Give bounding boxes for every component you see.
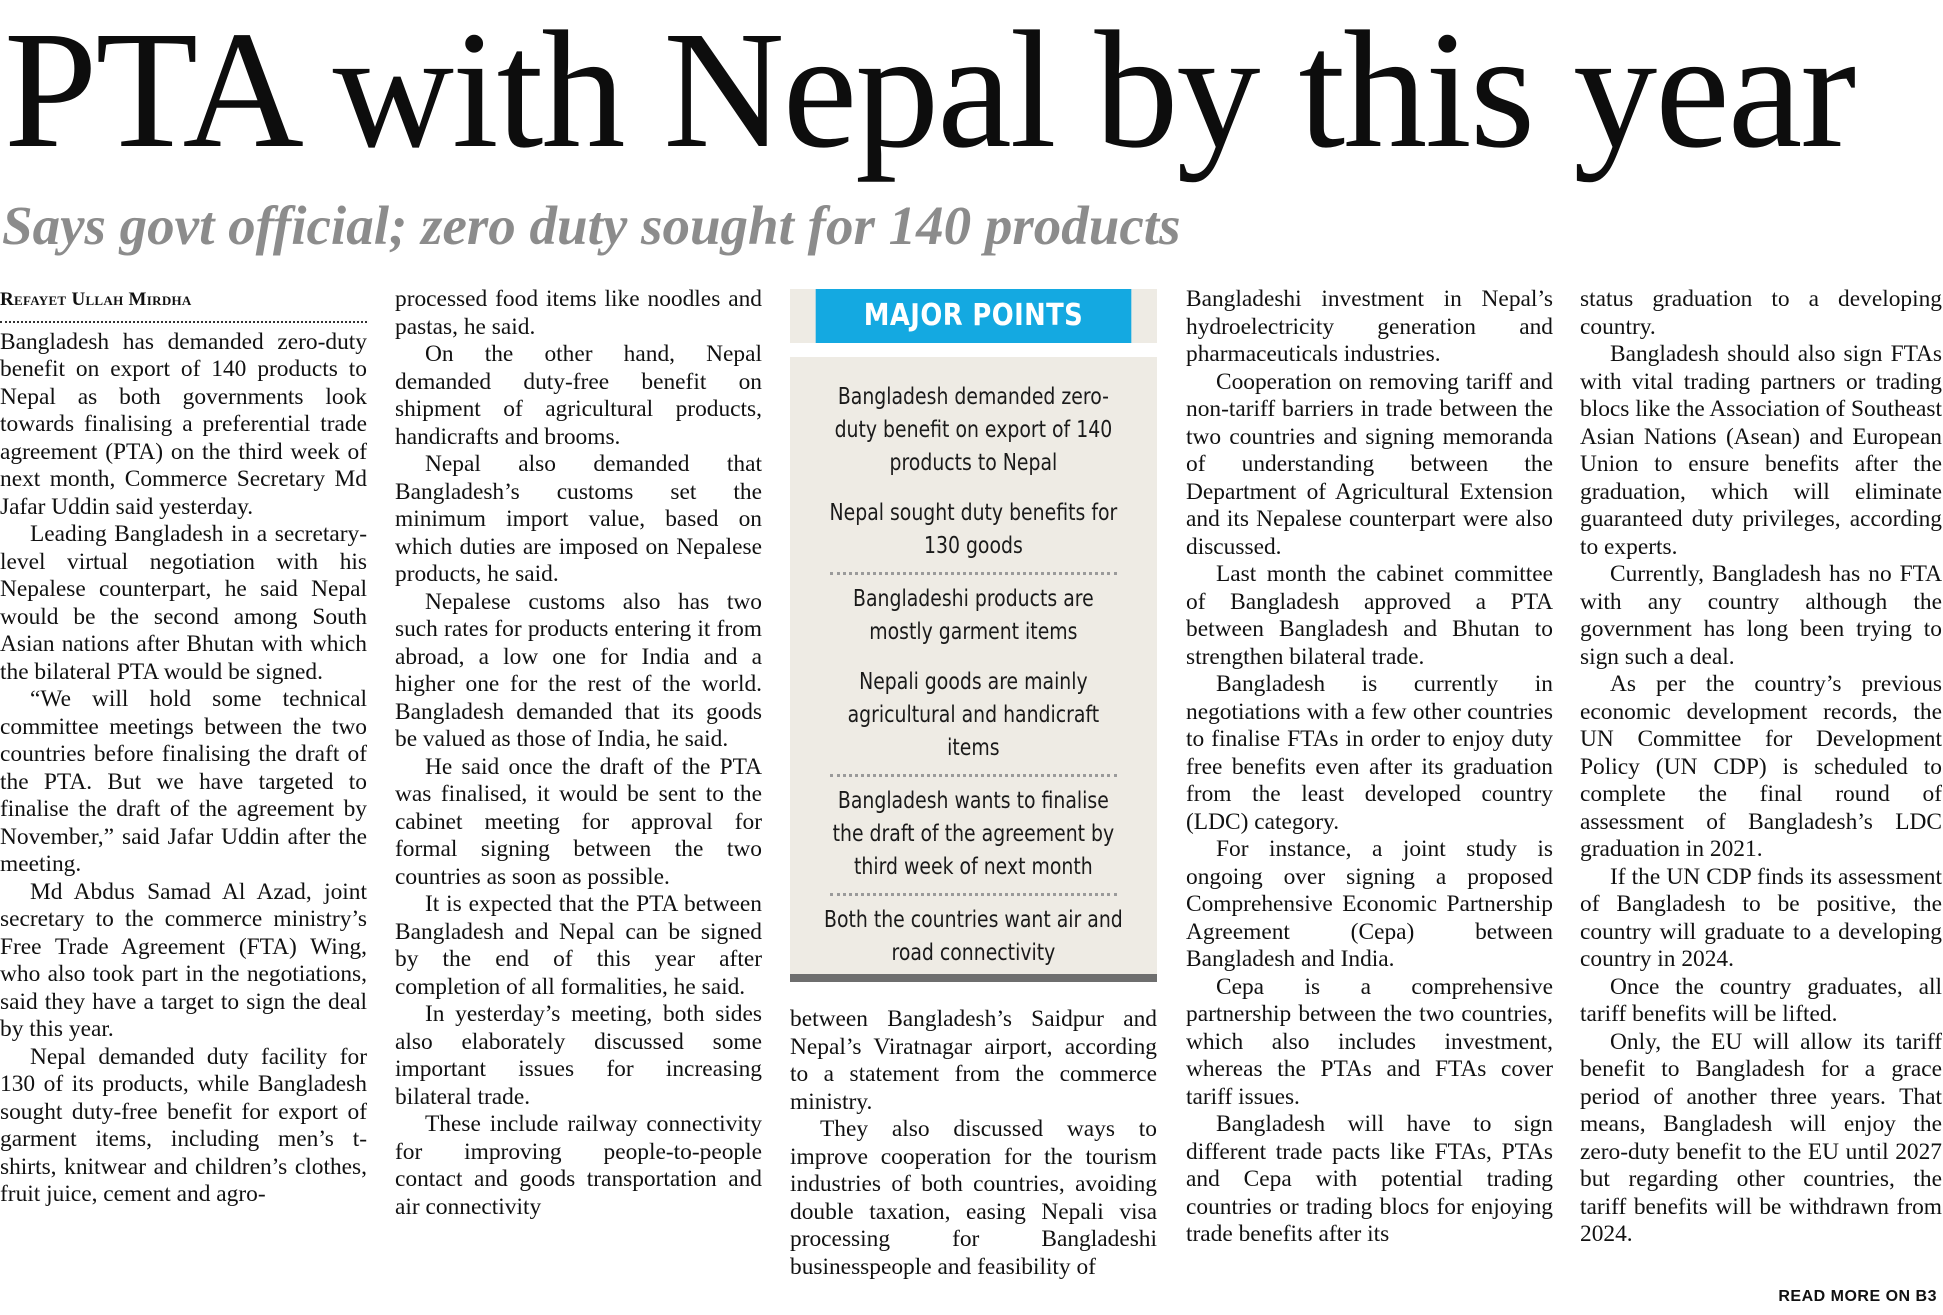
paragraph: Last month the cabinet committee of Bangladesh approved a PTA between Bangladesh and Bhutan to strengthen bilateral trade. [1186, 561, 1553, 670]
box-divider-strip [790, 343, 1157, 357]
major-point: Nepal sought duty benefits for 130 goods [829, 500, 1118, 559]
paragraph: As per the country’s previous economic development records, the UN Committee for Development Policy (UN CDP) is scheduled to complete the final round of assessment of Bangladesh’s LDC graduation in 2021. [1580, 671, 1942, 862]
article-column-4 [1186, 286, 1553, 1311]
paragraph: “We will hold some technical committee meetings between the two countries before finalising the draft of the PTA. But we have targeted to finalise the draft of the agreement by November,” said Jafar Uddin after the meeting. [0, 686, 367, 877]
major-points-list [790, 357, 1157, 979]
paragraph: Nepalese customs also has two such rates for products entering it from abroad, a low one for India and a higher one for the rest of the world. Bangladesh demanded that its goods be valued as those of India, he said. [395, 588, 762, 752]
article-column-5 [1580, 286, 1942, 1278]
paragraph: Bangladeshi investment in Nepal’s hydroelectricity generation and pharmaceuticals industries. [1186, 286, 1553, 367]
paragraph: status graduation to a developing country. [1580, 286, 1942, 340]
major-point: Both the countries want air and road connectivity [824, 907, 1123, 966]
paragraph: Bangladesh will have to sign different trade pacts like FTAs, PTAs and Cepa with potential trading countries or trading blocs for enjoying trade benefits after its [1186, 1111, 1553, 1247]
paragraph: These include railway connectivity for improving people-to-people contact and goods transportation and air connectivity [395, 1111, 762, 1220]
paragraph: He said once the draft of the PTA was finalised, it would be sent to the cabinet meeting for approval for formal signing between the two countries as soon as possible. [395, 753, 762, 890]
paragraph: Nepal also demanded that Bangladesh’s customs set the minimum import value, based on which duties are imposed on Nepalese products, he said. [395, 451, 762, 587]
article-column-1 [0, 286, 367, 1311]
paragraph: between Bangladesh’s Saidpur and Nepal’s Viratnagar airport, according to a statement from the commerce ministry. [790, 1006, 1157, 1115]
paragraph: Only, the EU will allow its tariff benefit to Bangladesh for a grace period of another three years. That means, Bangladesh will enjoy the zero-duty benefit to the EU until 2027 but regarding other countries, the tariff benefits will be withdrawn from 2024. [1580, 1028, 1942, 1247]
article-column-2 [395, 286, 762, 1311]
read-more-link[interactable]: READ MORE ON B3 [1778, 1288, 1937, 1305]
paragraph: Bangladesh is currently in negotiations with a few other countries to finalise FTAs in order to enjoy duty free benefits even after its graduation from the least developed country (LDC) category. [1186, 671, 1553, 835]
major-point: Bangladeshi products are mostly garment items [853, 586, 1094, 645]
major-point: Bangladesh demanded zero-duty benefit on export of 140 products to Nepal [834, 384, 1113, 476]
major-points-box [790, 289, 1157, 982]
paragraph: Bangladesh has demanded zero-duty benefit on export of 140 products to Nepal as both governments look towards finalising a preferential trade agreement (PTA) on the third week of next month, Commerce Secretary Md Jafar Uddin said yesterday. [0, 328, 367, 520]
headline: PTA with Nepal by this year [4, 0, 1855, 183]
byline: Refayet Ullah Mirdha [0, 286, 367, 323]
paragraph: Leading Bangladesh in a secretary-level virtual negotiation with his Nepalese counterpart, he said Nepal would be the second among South Asian nations after Bhutan with which the bilateral PTA would be signed. [0, 521, 367, 685]
major-point: Bangladesh wants to finalise the draft of the agreement by third week of next month [832, 788, 1115, 880]
paragraph: processed food items like noodles and pastas, he said. [395, 286, 762, 340]
paragraph: It is expected that the PTA between Bangladesh and Nepal can be signed by the end of this year after completion of all formalities, he said. [395, 891, 762, 1000]
paragraph: If the UN CDP finds its assessment of Bangladesh to be positive, the country will graduate to a developing country in 2024. [1580, 863, 1942, 972]
paragraph: Cepa is a comprehensive partnership between the two countries, which also includes investment, whereas the PTAs and FTAs cover tariff issues. [1186, 973, 1553, 1110]
paragraph: Bangladesh should also sign FTAs with vital trading partners or trading blocs like the Association of Southeast Asian Nations (Asean) and European Union to ensure benefits after the graduation, which will eliminate guaranteed duty privileges, according to experts. [1580, 341, 1942, 560]
paragraph: Nepal demanded duty facility for 130 of its products, while Bangladesh sought duty-free benefit for export of garment items, including men’s t-shirts, knitwear and children’s clothes, fruit juice, cement and agro- [0, 1043, 367, 1207]
paragraph: Md Abdus Samad Al Azad, joint secretary to the commerce ministry’s Free Trade Agreement (FTA) Wing, who also took part in the negotiations, said they have a target to sign the deal by this year. [0, 878, 367, 1042]
article-column-3 [790, 1006, 1157, 1311]
paragraph: On the other hand, Nepal demanded duty-free benefit on shipment of agricultural products, handicrafts and brooms. [395, 341, 762, 450]
paragraph: They also discussed ways to improve cooperation for the tourism industries of both countries, avoiding double taxation, easing Nepali visa processing for Bangladeshi businesspeople and feasibility of [790, 1116, 1157, 1280]
paragraph: For instance, a joint study is ongoing over signing a proposed Comprehensive Economic Partnership Agreement (Cepa) between Bangladesh and India. [1186, 836, 1553, 972]
paragraph: Currently, Bangladesh has no FTA with any country although the government has long been trying to sign such a deal. [1580, 561, 1942, 670]
paragraph: Once the country graduates, all tariff benefits will be lifted. [1580, 973, 1942, 1027]
paragraph: In yesterday’s meeting, both sides also elaborately discussed some important issues for increasing bilateral trade. [395, 1001, 762, 1110]
paragraph: Cooperation on removing tariff and non-tariff barriers in trade between the two countries and signing memoranda of understanding between the Department of Agricultural Extension and its Nepalese counterpart were also discussed. [1186, 368, 1553, 560]
subheadline: Says govt official; zero duty sought for 140 products [2, 195, 1181, 256]
major-point: Nepali goods are mainly agricultural and handicraft items [847, 669, 1100, 761]
major-points-title: MAJOR POINTS [816, 289, 1132, 343]
